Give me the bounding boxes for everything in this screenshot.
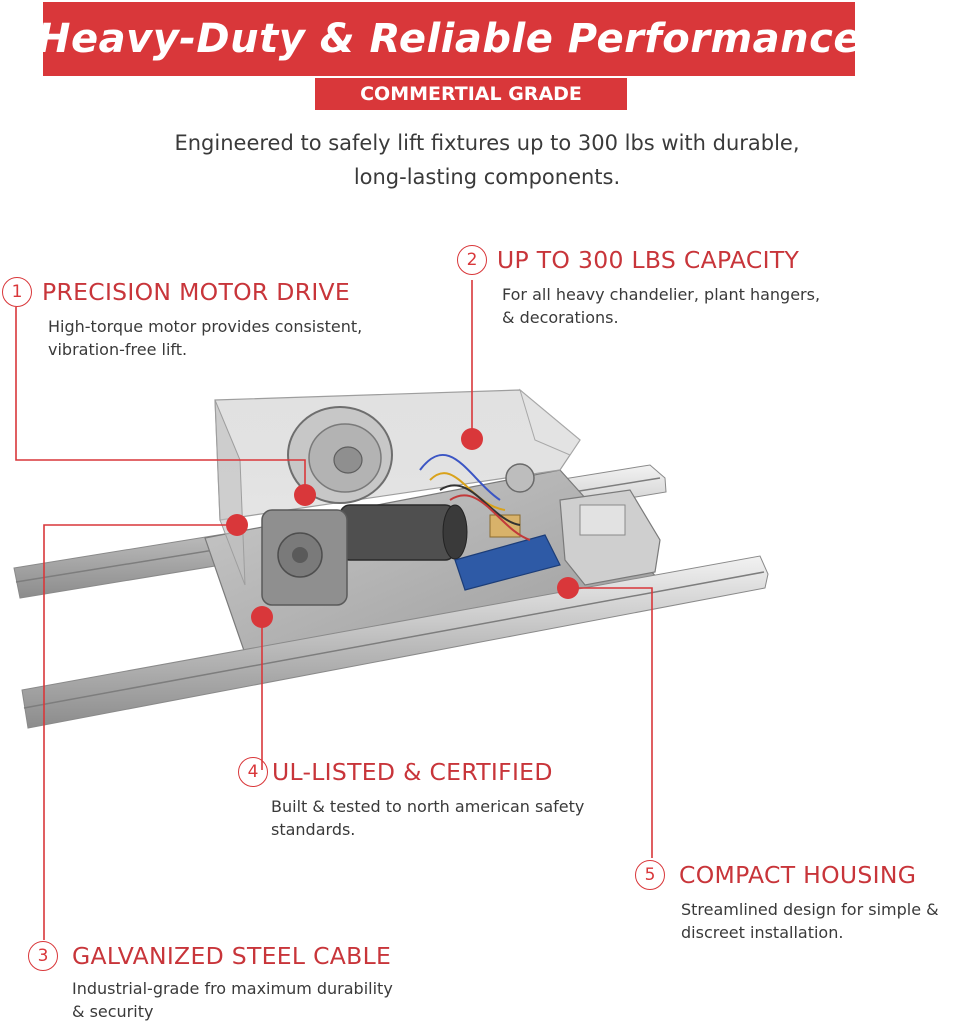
feature-description xyxy=(48,315,362,361)
headline-title: Heavy-Duty & Reliable Performance xyxy=(37,16,861,62)
feature-desc-line: For all heavy chandelier, plant hangers, xyxy=(502,285,821,304)
feature-number-2: 2 xyxy=(457,245,487,275)
hotspot-housing xyxy=(557,577,579,599)
feature-precision-motor xyxy=(2,277,362,361)
feature-number-4: 4 xyxy=(238,757,268,787)
feature-description xyxy=(502,283,820,329)
headline-banner xyxy=(37,2,861,76)
feature-desc-line: High-torque motor provides consistent, xyxy=(48,317,363,336)
feature-number-3: 3 xyxy=(28,941,58,971)
feature-title: PRECISION MOTOR DRIVE xyxy=(42,278,351,306)
feature-number-5: 5 xyxy=(635,860,665,890)
grade-label: COMMERTIAL GRADE xyxy=(360,83,582,105)
feature-desc-line: & security xyxy=(72,1002,154,1021)
hotspot-cable xyxy=(226,514,248,536)
limit-switch-box xyxy=(560,490,660,585)
feature-desc-line: discreet installation. xyxy=(681,923,844,942)
intro-text xyxy=(90,126,884,194)
feature-desc-line: vibration-free lift. xyxy=(48,340,188,359)
feature-title: COMPACT HOUSING xyxy=(679,861,917,889)
feature-desc-line: & decorations. xyxy=(502,308,619,327)
feature-description xyxy=(681,898,939,944)
feature-description xyxy=(271,795,584,841)
feature-desc-line: Streamlined design for simple & xyxy=(681,900,939,919)
feature-ul-listed xyxy=(238,757,584,841)
grade-badge xyxy=(315,78,627,110)
feature-desc-line: Industrial-grade fro maximum durability xyxy=(72,979,393,998)
hotspot-ul xyxy=(251,606,273,628)
feature-title: UL-LISTED & CERTIFIED xyxy=(272,758,553,786)
intro-line-1: Engineered to safely lift fixtures up to 300 lbs with durable, xyxy=(174,131,800,155)
hotspot-capacity xyxy=(461,428,483,450)
intro-line-2: long-lasting components. xyxy=(353,165,621,189)
feature-description xyxy=(72,977,393,1023)
hotspot-motor xyxy=(294,484,316,506)
feature-title: GALVANIZED STEEL CABLE xyxy=(72,942,392,970)
feature-capacity xyxy=(457,245,820,329)
feature-number-1: 1 xyxy=(2,277,32,307)
feature-compact-housing xyxy=(635,860,939,944)
feature-desc-line: Built & tested to north american safety xyxy=(271,797,585,816)
feature-title: UP TO 300 LBS CAPACITY xyxy=(497,246,800,274)
feature-galvanized-cable xyxy=(28,941,393,1023)
feature-desc-line: standards. xyxy=(271,820,356,839)
